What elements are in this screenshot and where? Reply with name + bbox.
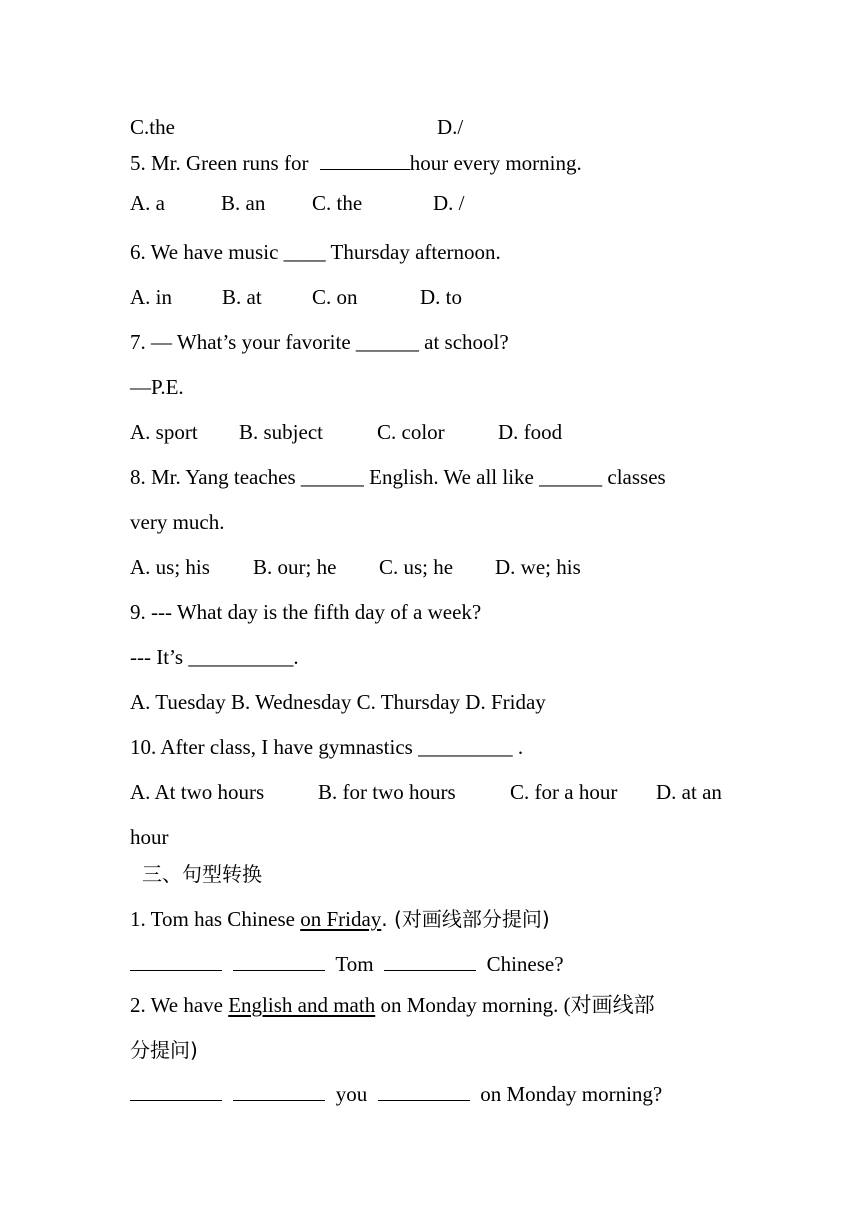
q6-option-d: D. to <box>420 285 462 309</box>
s3-item2-word-1: you <box>335 1082 368 1106</box>
s3-item2-post: on Monday morning. (对画线部 <box>375 993 655 1017</box>
q5-option-a: A. a <box>130 191 165 215</box>
s3-item2-word-2: on Monday morning? <box>480 1082 663 1106</box>
q5-question <box>130 150 582 176</box>
q7-option-a: A. sport <box>130 420 198 444</box>
q10-option-a: A. At two hours <box>130 780 265 804</box>
s3-item1-underlined: on Friday <box>300 907 382 931</box>
q5-prefix: 5. Mr. Green runs for <box>130 151 309 175</box>
s3-item1-blank-2 <box>233 952 325 971</box>
q10-option-d: D. at an <box>656 780 722 804</box>
q4-option-d: D./ <box>437 115 464 139</box>
q9-question: 9. --- What day is the fifth day of a week? <box>130 600 482 624</box>
q10-options-cont: hour <box>130 825 169 849</box>
q8-option-c: C. us; he <box>379 555 454 579</box>
s3-item2-answer <box>130 1081 662 1107</box>
q10-option-c: C. for a hour <box>510 780 618 804</box>
s3-item2-cont: 分提问) <box>130 1038 198 1062</box>
s3-item2-blank-2 <box>233 1082 325 1101</box>
q8-option-a: A. us; his <box>130 555 210 579</box>
s3-item1 <box>130 906 550 932</box>
s3-item1-post: . (对画线部分提问) <box>381 907 550 931</box>
q5-suffix: hour every morning. <box>409 151 582 175</box>
section3-heading: 三、句型转换 <box>142 862 262 886</box>
s3-item2-underlined: English and math <box>228 993 376 1017</box>
s3-item2-blank-3 <box>378 1082 470 1101</box>
q5-option-d: D. / <box>433 191 465 215</box>
q5-blank <box>320 151 410 170</box>
q7-option-d: D. food <box>498 420 563 444</box>
s3-item1-pre: 1. Tom has Chinese <box>130 907 301 931</box>
q7-question: 7. — What’s your favorite ______ at school? <box>130 330 509 354</box>
q5-option-b: B. an <box>221 191 266 215</box>
q6-question: 6. We have music ____ Thursday afternoon. <box>130 240 501 264</box>
s3-item1-word-2: Chinese? <box>486 952 564 976</box>
q8-option-d: D. we; his <box>495 555 581 579</box>
q8-question-cont: very much. <box>130 510 225 534</box>
s3-item2-pre: 2. We have <box>130 993 229 1017</box>
s3-item1-word-1: Tom <box>335 952 374 976</box>
s3-item2 <box>130 992 655 1018</box>
q5-option-c: C. the <box>312 191 363 215</box>
q9-answer: --- It’s __________. <box>130 645 299 669</box>
q7-answer: —P.E. <box>130 375 184 399</box>
q6-option-c: C. on <box>312 285 358 309</box>
s3-item2-blank-1 <box>130 1082 222 1101</box>
q10-option-b: B. for two hours <box>318 780 456 804</box>
q8-question: 8. Mr. Yang teaches ______ English. We all like ______ classes <box>130 465 666 489</box>
q8-option-b: B. our; he <box>253 555 337 579</box>
q10-question: 10. After class, I have gymnastics _________ . <box>130 735 524 759</box>
s3-item1-blank-3 <box>384 952 476 971</box>
q7-option-c: C. color <box>377 420 445 444</box>
q6-option-b: B. at <box>222 285 262 309</box>
q9-options: A. Tuesday B. Wednesday C. Thursday D. Friday <box>130 690 546 714</box>
s3-item1-blank-1 <box>130 952 222 971</box>
q4-option-c: C.the <box>130 115 175 139</box>
q7-option-b: B. subject <box>239 420 323 444</box>
q6-option-a: A. in <box>130 285 172 309</box>
s3-item1-answer <box>130 951 564 977</box>
